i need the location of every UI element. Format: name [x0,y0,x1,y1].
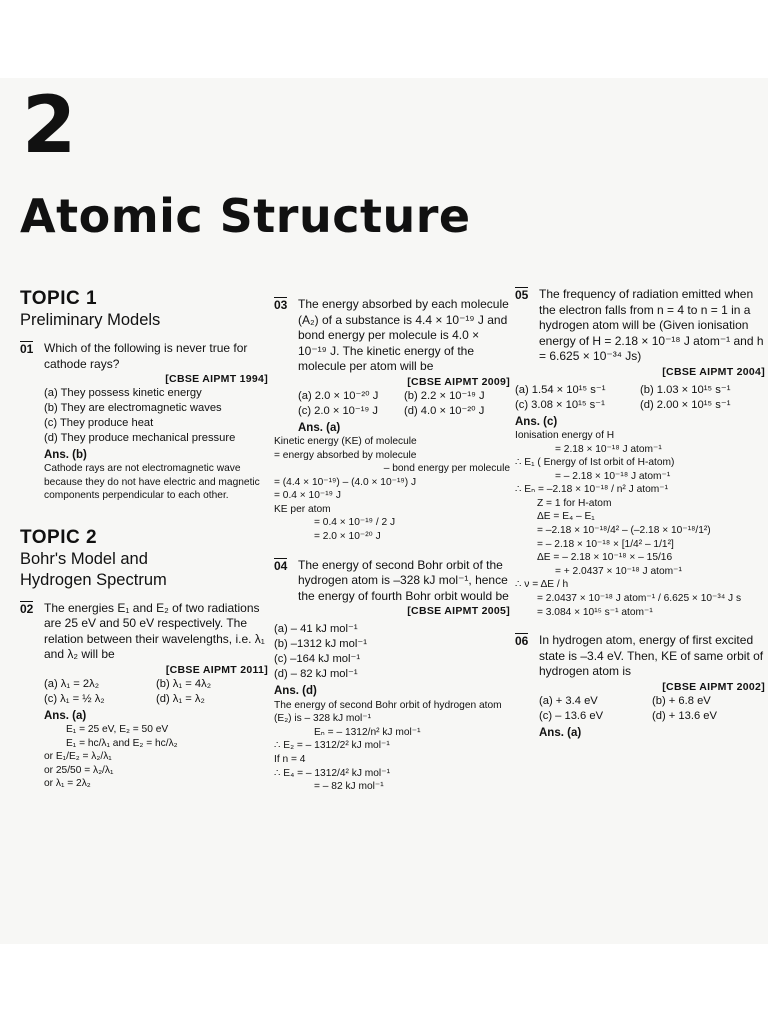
option-a: (a) – 41 kJ mol⁻¹ [274,623,358,636]
option-d: (d) 2.00 × 10¹⁵ s⁻¹ [640,398,731,411]
solution-step: The energy of second Bohr orbit of hydrogen atom (E₂) is – 328 kJ mol⁻¹ [274,699,502,725]
solution-step: ∴ ν = ΔE / h [515,579,569,591]
question-text: The energy of second Bohr orbit of the hydrogen atom is –328 kJ mol⁻¹, hence the energy of fourth Bohr orbit would be [298,557,509,603]
option-d: (d) + 13.6 eV [652,709,717,722]
solution-step: Ionisation energy of H [515,429,615,441]
solution-step: = 3.084 × 10¹⁵ s⁻¹ atom⁻¹ [537,606,653,618]
question-text: The energy absorbed by each molecule (A₂) of a substance is 4.4 × 10⁻¹⁹ J and bond energy per molecule is 4.0 × 10⁻¹⁹ J. The kinetic energy of the molecule per atom will be [298,297,509,373]
solution-step: – bond energy per molecule [383,463,510,475]
topic-2-heading: TOPIC 2 [20,526,98,548]
topic-2-subtitle-line2: Hydrogen Spectrum [20,570,167,589]
solution-step: = 2.0 × 10⁻²⁰ J [314,531,381,543]
option-b: (b) λ₁ = 4λ₂ [156,677,212,690]
option-d: (d) – 82 kJ mol⁻¹ [274,668,358,681]
column-1 [20,288,268,791]
solution-step: or 25/50 = λ₂/λ₁ [44,764,114,776]
solution-step: = + 2.0437 × 10⁻¹⁸ J atom⁻¹ [555,565,682,577]
options-list [44,386,268,446]
options-list [44,677,268,707]
solution-step: = (4.4 × 10⁻¹⁹) – (4.0 × 10⁻¹⁹) J [274,476,417,488]
question-05 [515,287,765,379]
option-a: (a) + 3.4 eV [539,694,598,707]
exam-source: [CBSE AIPMT 2009] [407,375,510,388]
question-number: 03 [274,298,288,312]
topic-1-subtitle: Preliminary Models [20,311,161,329]
solution-step: = 2.0437 × 10⁻¹⁸ J atom⁻¹ / 6.625 × 10⁻³⁴ J s [537,593,742,605]
question-02 [20,601,268,791]
option-d: (d) λ₁ = λ₂ [156,692,205,705]
solution-step: Kinetic energy (KE) of molecule [274,435,417,447]
solution-step: ∴ E₁ ( Energy of Ist orbit of H-atom) [515,457,675,469]
solution-step: E₁ = 25 eV, E₂ = 50 eV [66,724,169,736]
option-c: (c) λ₁ = ½ λ₂ [44,692,105,705]
solution-step: Z = 1 for H-atom [537,497,612,509]
question-number: 05 [515,288,529,302]
option-b: (b) They are electromagnetic waves [44,402,222,415]
options-list [274,622,510,682]
solution-step: = energy absorbed by molecule [274,449,417,461]
question-text: The energies E₁ and E₂ of two radiations are 25 eV and 50 eV respectively. The relation between their wavelengths, i.e. λ₁ and λ₂ will be [44,600,265,662]
options-list [515,383,765,413]
column-2 [274,297,510,794]
question-number: 01 [20,342,34,356]
chapter-number: 2 [22,81,78,171]
option-a: (a) λ₁ = 2λ₂ [44,677,100,690]
answer: Ans. (a) [44,709,87,722]
chapter-title: Atomic Structure [20,189,471,243]
option-c: (c) 3.08 × 10¹⁵ s⁻¹ [515,398,605,411]
options-list [539,694,765,724]
question-number: 04 [274,558,288,573]
solution-text: Cathode rays are not electromagnetic wave because they do not have electric and magnetic components perpendicular to each other. [44,463,260,502]
option-a: (a) 1.54 × 10¹⁵ s⁻¹ [515,383,606,396]
option-b: (b) 2.2 × 10⁻¹⁹ J [404,389,485,402]
solution-step: = 0.4 × 10⁻¹⁹ / 2 J [314,517,396,529]
solution-step: = – 82 kJ mol⁻¹ [314,781,384,793]
solution-step: If n = 4 [274,753,306,765]
exam-source: [CBSE AIPMT 1994] [165,373,268,385]
column-3 [515,287,765,740]
question-number: 02 [20,601,34,616]
exam-source: [CBSE AIPMT 2011] [165,663,268,676]
topic-1-heading: TOPIC 1 [20,288,98,309]
answer: Ans. (b) [44,449,87,462]
option-b: (b) –1312 kJ mol⁻¹ [274,638,367,651]
question-06 [515,633,765,740]
option-a: (a) 2.0 × 10⁻²⁰ J [298,389,379,402]
solution-step: or λ₁ = 2λ₂ [44,778,91,790]
option-a: (a) They possess kinetic energy [44,387,202,400]
question-03 [274,297,510,435]
solution-step: ∴ E₄ = – 1312/4² kJ mol⁻¹ [274,767,390,779]
solution-step: = – 2.18 × 10⁻¹⁸ × [1/4² – 1/1²] [537,538,674,550]
solution-step: = 2.18 × 10⁻¹⁸ J atom⁻¹ [555,443,662,455]
solution-step: ∴ E₂ = – 1312/2² kJ mol⁻¹ [274,740,390,752]
top-margin [0,0,768,78]
solution-step: KE per atom [274,503,331,515]
question-01 [20,341,268,503]
option-d: (d) They produce mechanical pressure [44,432,236,445]
option-b: (b) + 6.8 eV [652,694,711,707]
answer: Ans. (d) [274,685,317,698]
option-c: (c) – 13.6 eV [539,709,604,722]
solution-step: = – 2.18 × 10⁻¹⁸ J atom⁻¹ [555,470,671,482]
solution-step: E₁ = hc/λ₁ and E₂ = hc/λ₂ [66,737,178,749]
exam-source: [CBSE AIPMT 2005] [407,605,510,618]
options-list [298,389,510,419]
solution-step: Eₙ = – 1312/n² kJ mol⁻¹ [314,726,421,738]
topic-2-subtitle-line1: Bohr's Model and [20,549,148,568]
option-b: (b) 1.03 × 10¹⁵ s⁻¹ [640,383,731,396]
question-number: 06 [515,634,529,649]
question-text: Which of the following is never true for cathode rays? [44,341,248,371]
option-c: (c) –164 kJ mol⁻¹ [274,653,361,666]
question-04 [274,558,510,619]
option-c: (c) They produce heat [44,417,154,430]
answer: Ans. (a) [298,421,341,434]
exam-source: [CBSE AIPMT 2004] [662,365,765,378]
solution-step: or E₁/E₂ = λ₂/λ₁ [44,751,112,763]
solution-step: ΔE = – 2.18 × 10⁻¹⁸ × – 15/16 [537,552,673,564]
answer: Ans. (a) [539,726,582,739]
bottom-margin [0,944,768,1024]
solution-step: = –2.18 × 10⁻¹⁸/4² – (–2.18 × 10⁻¹⁸/1²) [537,525,711,537]
question-text: The frequency of radiation emitted when the electron falls from n = 4 to n = 1 in a hydrogen atom will be (Given ionisation energy of H = 2.18 × 10⁻¹⁸ J atom⁻¹ and h = 6.625 × 10⁻³⁴ Js) [539,287,764,363]
question-text: In hydrogen atom, energy of first excited state is –3.4 eV. Then, KE of same orbit of hydrogen atom is [539,633,764,679]
exam-source: [CBSE AIPMT 2002] [662,680,765,693]
solution-step: = 0.4 × 10⁻¹⁹ J [274,490,341,502]
solution-step: ΔE = E₄ – E₁ [537,511,595,523]
answer: Ans. (c) [515,415,558,428]
solution-step: ∴ Eₙ = –2.18 × 10⁻¹⁸ / n² J atom⁻¹ [515,484,669,496]
option-d: (d) 4.0 × 10⁻²⁰ J [404,404,485,417]
option-c: (c) 2.0 × 10⁻¹⁹ J [298,404,379,417]
